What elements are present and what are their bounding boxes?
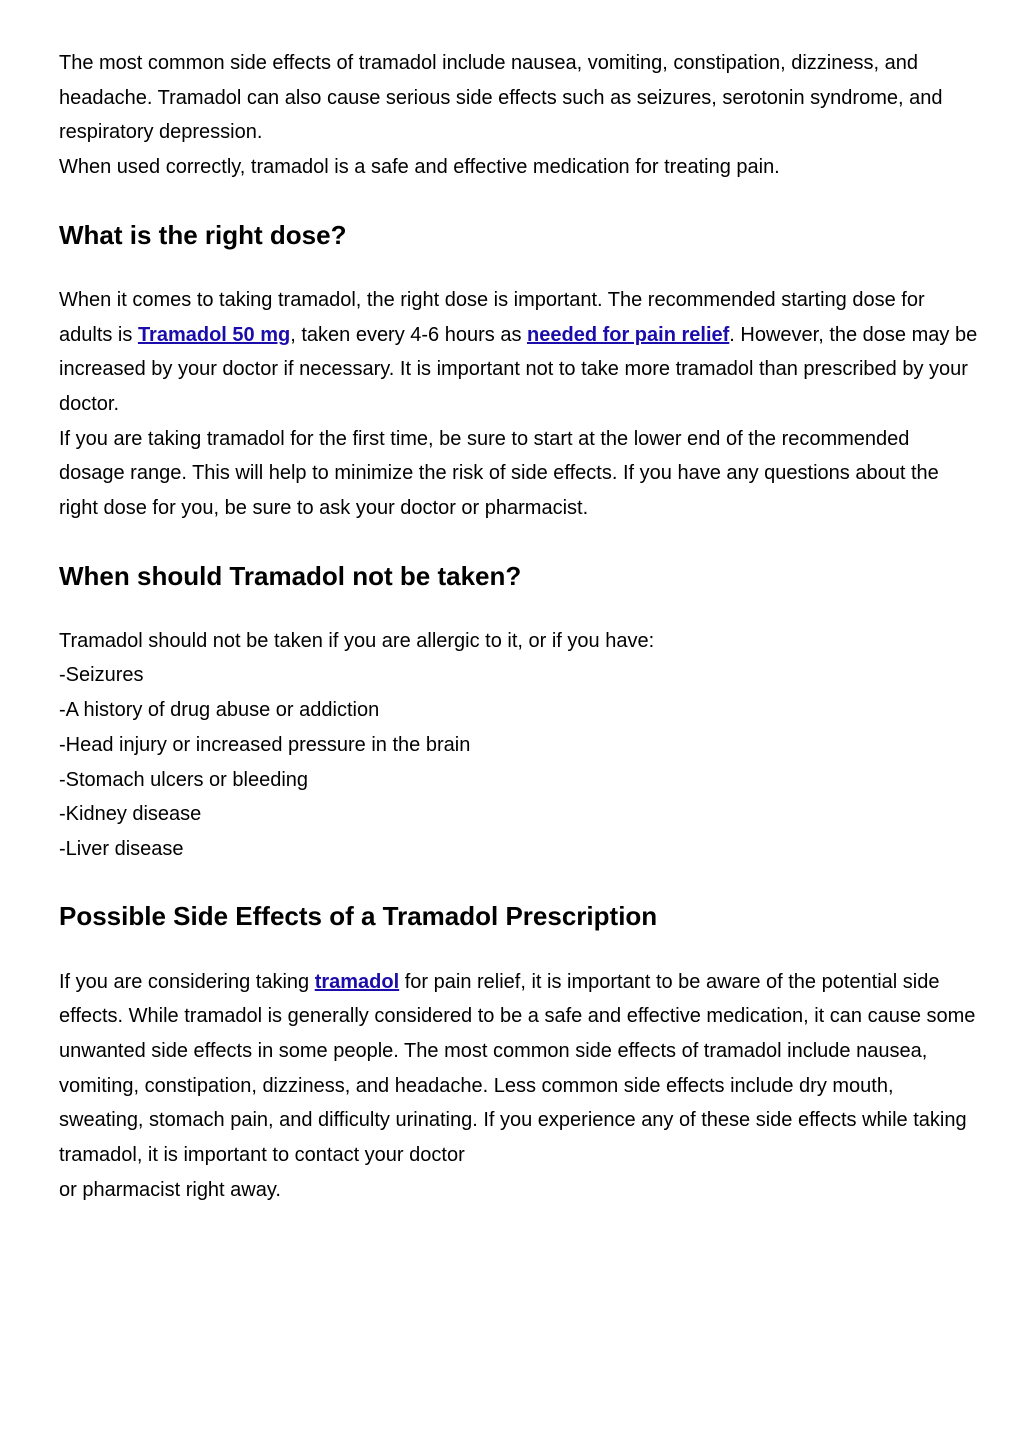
document-page: [59, 46, 979, 1208]
list-item: -Stomach ulcers or bleeding: [59, 768, 309, 791]
side-effects-text-1: If you are considering taking: [59, 970, 315, 993]
pain-relief-link[interactable]: needed for pain relief: [527, 323, 730, 346]
intro-paragraph: [59, 46, 979, 185]
side-effects-text-2: for pain relief, it is important to be aware of the potential side effects. While tramadol is generally considered to be a safe and effective medication, it can cause some unwanted side effects in some people. The most common side effects of tramadol include nausea, vomiting, constipation, dizziness, and headache. Less common side effects include dry mouth, sweating, stomach pain, and difficulty urinating. If you experience any of these side effects while taking tramadol, it is important to contact your doctor: [59, 970, 976, 1167]
heading-side-effects: Possible Side Effects of a Tramadol Prescription: [59, 900, 658, 931]
side-effects-paragraph: [59, 965, 979, 1208]
heading-when-not-taken: When should Tramadol not be taken?: [59, 560, 522, 591]
tramadol-50mg-link[interactable]: Tramadol 50 mg: [137, 323, 291, 346]
dose-text-2: , taken every 4-6 hours as: [290, 323, 528, 346]
intro-text-2: When used correctly, tramadol is a safe and effective medication for treating pain.: [59, 156, 780, 179]
contraindications-intro: Tramadol should not be taken if you are allergic to it, or if you have:: [59, 629, 655, 652]
dose-text-1: When it comes to taking tramadol, the right dose is important. The recommended starting dose for adults is: [59, 288, 925, 346]
dose-text-3: . However, the dose may be increased by your doctor if necessary. It is important not to take more tramadol than prescribed by your doctor.: [59, 323, 978, 415]
list-item: -Liver disease: [59, 837, 184, 860]
heading-right-dose: What is the right dose?: [59, 219, 347, 250]
dose-paragraph: [59, 283, 979, 526]
list-item: -Head injury or increased pressure in the brain: [59, 733, 471, 756]
list-item: -A history of drug abuse or addiction: [59, 699, 380, 722]
list-item: -Kidney disease: [59, 803, 202, 826]
contraindications-paragraph: [59, 624, 979, 867]
tramadol-link[interactable]: tramadol: [314, 970, 400, 993]
side-effects-text-3: or pharmacist right away.: [59, 1178, 281, 1201]
list-item: -Seizures: [59, 664, 144, 687]
intro-text-1: The most common side effects of tramadol include nausea, vomiting, constipation, dizziness, and headache. Tramadol can also cause serious side effects such as seizures, serotonin syndrome, and respiratory depression.: [59, 52, 943, 144]
dose-text-4: If you are taking tramadol for the first time, be sure to start at the lower end of the recommended dosage range. This will help to minimize the risk of side effects. If you have any questions about the right dose for you, be sure to ask your doctor or pharmacist.: [59, 427, 939, 520]
